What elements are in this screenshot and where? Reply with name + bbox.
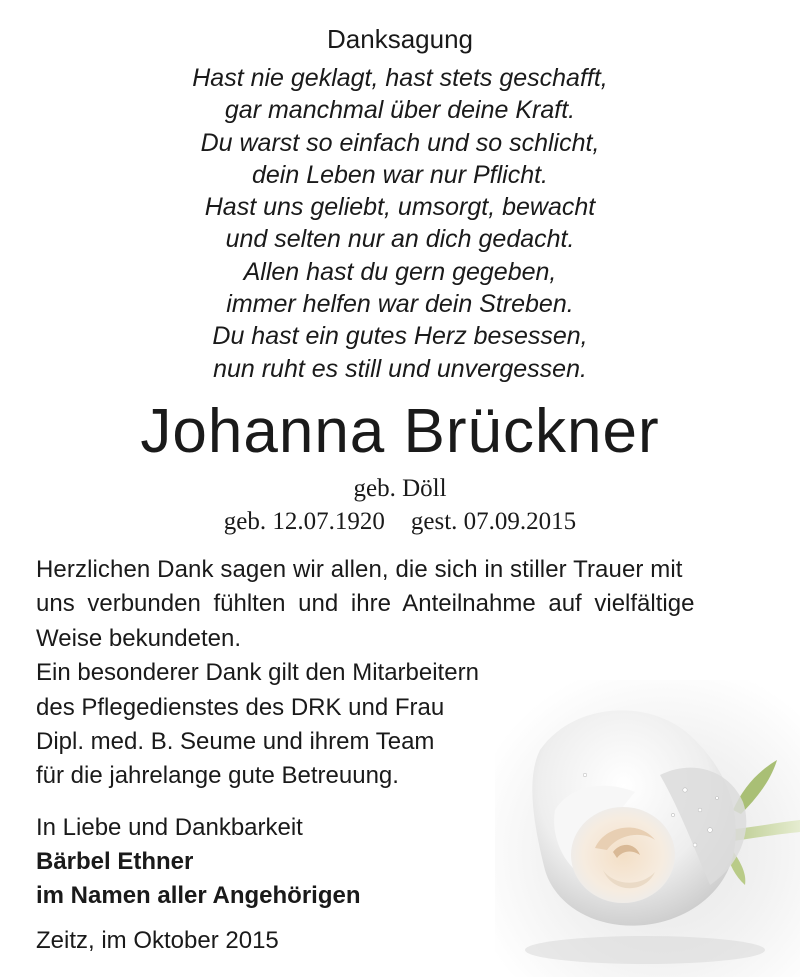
deceased-name: Johanna Brückner (140, 397, 660, 466)
poem-line: dein Leben war nur Pflicht. (251, 160, 548, 189)
poem-line: Du hast ein gutes Herz besessen, (212, 322, 588, 351)
thanks-line: Dipl. med. B. Seume und ihrem Team (36, 728, 435, 756)
poem-line: Allen hast du gern gegeben, (243, 257, 557, 286)
white-rose-icon (495, 680, 800, 977)
thanks-line: des Pflegedienstes des DRK und Frau (36, 693, 445, 721)
thanks-line: Herzlichen Dank sagen wir allen, die sich in stiller Trauer mit (36, 556, 683, 583)
poem-line: nun ruht es still und unvergessen. (213, 354, 587, 383)
poem-line: immer helfen war dein Streben. (226, 290, 574, 319)
signature-block (36, 811, 516, 913)
poem-line: Hast nie geklagt, hast stets geschafft, (192, 64, 608, 92)
thanks-line: für die jahrelange gute Betreuung. (36, 762, 399, 790)
signer-note: im Namen aller Angehörigen (36, 882, 361, 909)
birth-date: geb. 12.07.1920 (223, 508, 385, 535)
poem-line: gar manchmal über deine Kraft. (224, 96, 576, 125)
notice-heading: Danksagung (327, 24, 473, 54)
poem-line: Hast uns geliebt, umsorgt, bewacht (204, 193, 596, 222)
thanks-line: uns verbunden fühlten und ihre Anteilnahme auf vielfältige (36, 590, 695, 618)
closing-line: In Liebe und Dankbarkeit (36, 814, 303, 841)
thanks-line: Ein besonderer Dank gilt den Mitarbeitern (36, 659, 479, 687)
place-date: Zeitz, im Oktober 2015 (36, 927, 279, 954)
signer-name: Bärbel Ethner (36, 848, 194, 875)
maiden-name: geb. Döll (353, 475, 447, 502)
poem-line: und selten nur an dich gedacht. (225, 225, 575, 254)
poem (0, 62, 800, 385)
death-date: gest. 07.09.2015 (410, 508, 577, 535)
thanks-line: Weise bekundeten. (36, 624, 242, 652)
poem-line: Du warst so einfach und so schlicht, (200, 128, 600, 157)
life-dates (0, 507, 800, 537)
